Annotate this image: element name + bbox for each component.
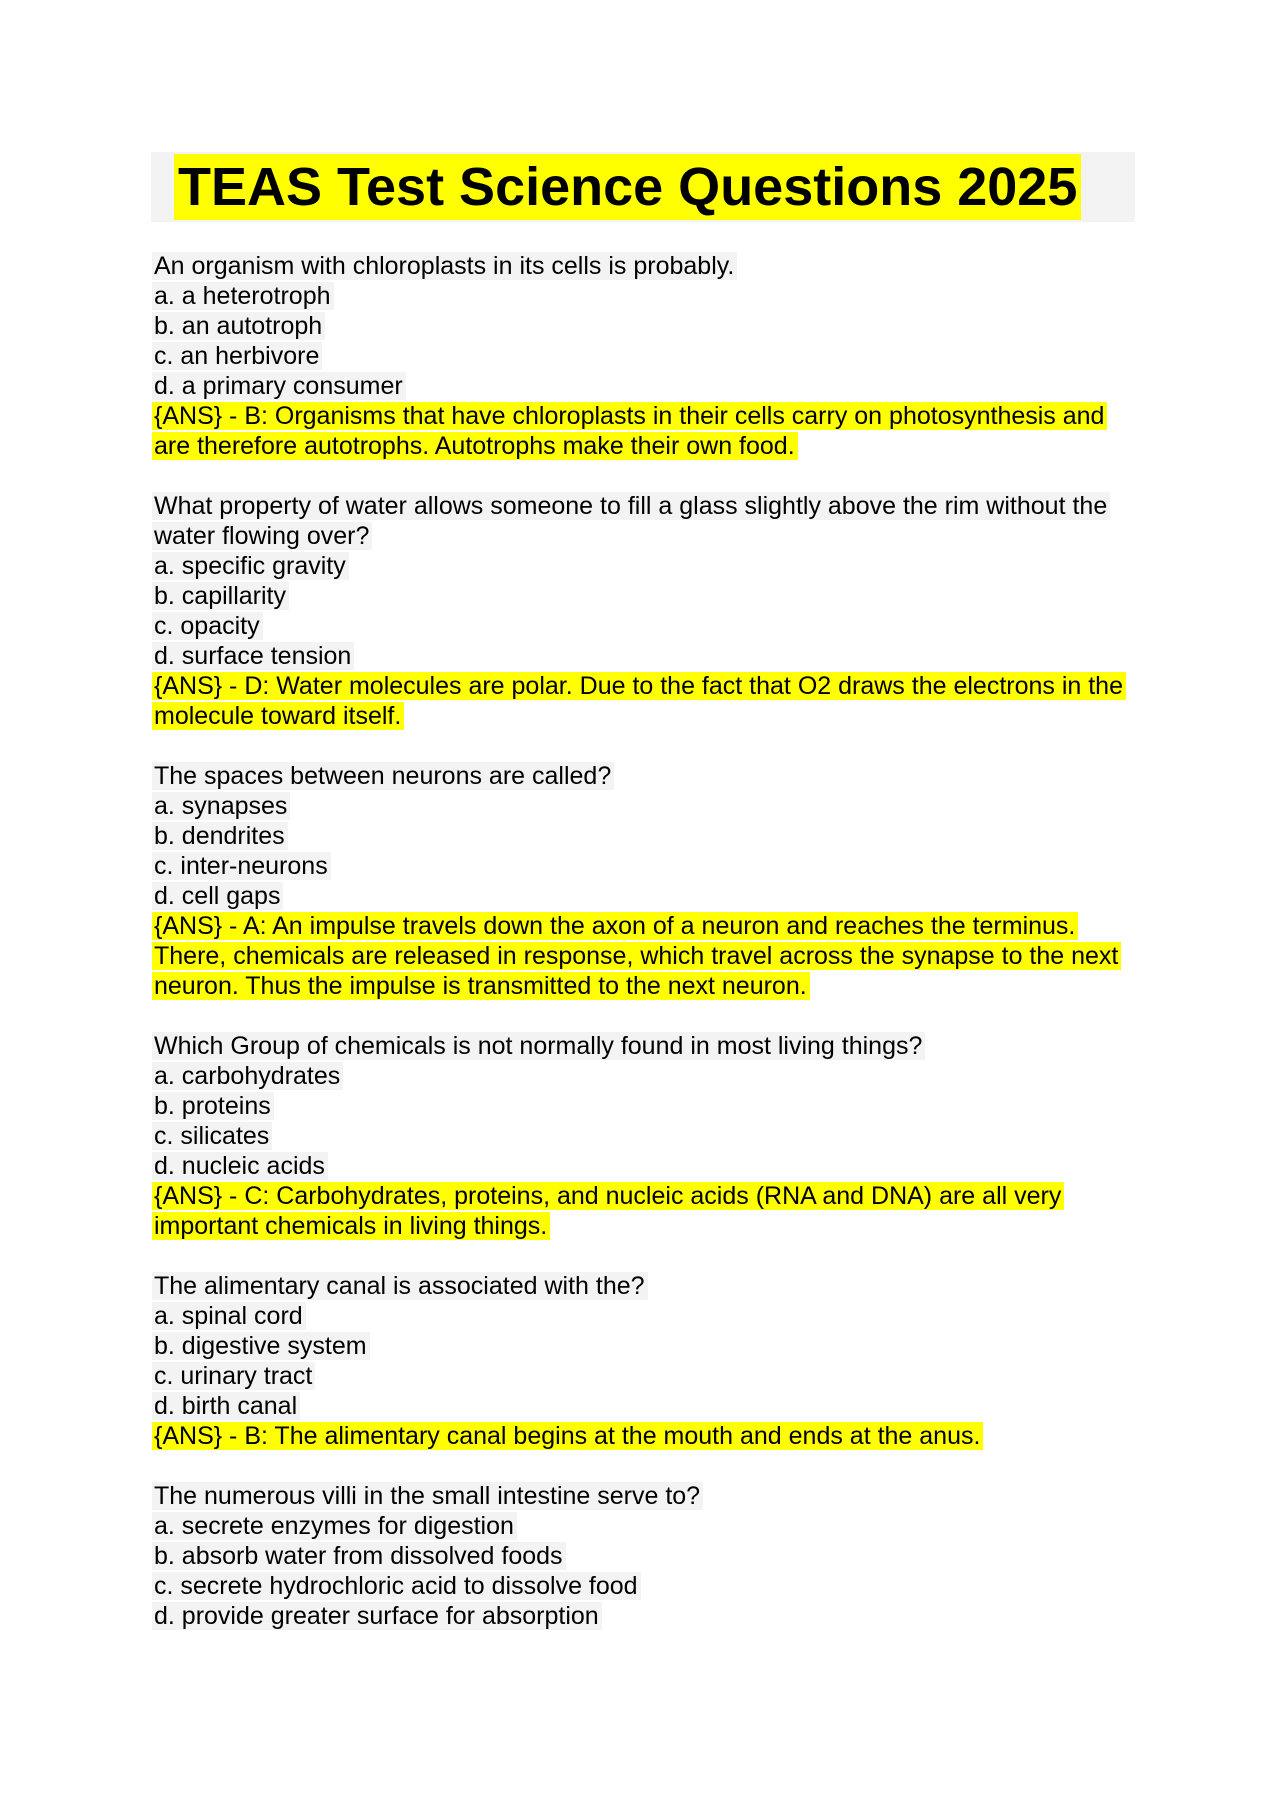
- answer-option: d. provide greater surface for absorption: [154, 1601, 1134, 1631]
- document-title: TEAS Test Science Questions 2025: [174, 154, 1081, 220]
- answer-option: a. secrete enzymes for digestion: [154, 1511, 1134, 1541]
- question-stem: What property of water allows someone to fill a glass slightly above the rim without the water flowing over?: [154, 491, 1134, 551]
- question-stem: The spaces between neurons are called?: [154, 761, 1134, 791]
- answer-option: c. an herbivore: [154, 341, 1134, 371]
- answer-option: d. birth canal: [154, 1391, 1134, 1421]
- question-stem: An organism with chloroplasts in its cells is probably.: [154, 251, 1134, 281]
- question-stem: The alimentary canal is associated with the?: [154, 1271, 1134, 1301]
- answer-option: b. absorb water from dissolved foods: [154, 1541, 1134, 1571]
- question-block: [154, 251, 1134, 461]
- answer-option: d. a primary consumer: [154, 371, 1134, 401]
- question-list: [154, 251, 1134, 1661]
- answer-option: d. surface tension: [154, 641, 1134, 671]
- answer-option: b. digestive system: [154, 1331, 1134, 1361]
- answer-option: a. spinal cord: [154, 1301, 1134, 1331]
- answer-explanation: {ANS} - C: Carbohydrates, proteins, and nucleic acids (RNA and DNA) are all very important chemicals in living things.: [154, 1181, 1134, 1241]
- question-block: [154, 1271, 1134, 1451]
- answer-option: c. silicates: [154, 1121, 1134, 1151]
- answer-explanation: {ANS} - D: Water molecules are polar. Due to the fact that O2 draws the electrons in the molecule toward itself.: [154, 671, 1134, 731]
- answer-option: c. opacity: [154, 611, 1134, 641]
- answer-option: a. specific gravity: [154, 551, 1134, 581]
- answer-explanation: {ANS} - A: An impulse travels down the axon of a neuron and reaches the terminus. There, chemicals are released in response, which travel across the synapse to the next neuron. Thus the impulse is transmitted to the next neuron.: [154, 911, 1134, 1001]
- answer-option: b. capillarity: [154, 581, 1134, 611]
- question-block: [154, 1031, 1134, 1241]
- answer-option: a. carbohydrates: [154, 1061, 1134, 1091]
- answer-option: d. cell gaps: [154, 881, 1134, 911]
- question-stem: Which Group of chemicals is not normally found in most living things?: [154, 1031, 1134, 1061]
- question-block: [154, 761, 1134, 1001]
- question-block: [154, 1481, 1134, 1631]
- answer-option: d. nucleic acids: [154, 1151, 1134, 1181]
- answer-option: a. a heterotroph: [154, 281, 1134, 311]
- question-stem: The numerous villi in the small intestine serve to?: [154, 1481, 1134, 1511]
- answer-explanation: {ANS} - B: Organisms that have chloroplasts in their cells carry on photosynthesis and are therefore autotrophs. Autotrophs make their own food.: [154, 401, 1134, 461]
- answer-option: b. dendrites: [154, 821, 1134, 851]
- answer-option: c. inter-neurons: [154, 851, 1134, 881]
- answer-option: c. secrete hydrochloric acid to dissolve food: [154, 1571, 1134, 1601]
- answer-option: a. synapses: [154, 791, 1134, 821]
- answer-option: c. urinary tract: [154, 1361, 1134, 1391]
- answer-option: b. proteins: [154, 1091, 1134, 1121]
- answer-explanation: {ANS} - B: The alimentary canal begins at the mouth and ends at the anus.: [154, 1421, 1134, 1451]
- question-block: [154, 491, 1134, 731]
- answer-option: b. an autotroph: [154, 311, 1134, 341]
